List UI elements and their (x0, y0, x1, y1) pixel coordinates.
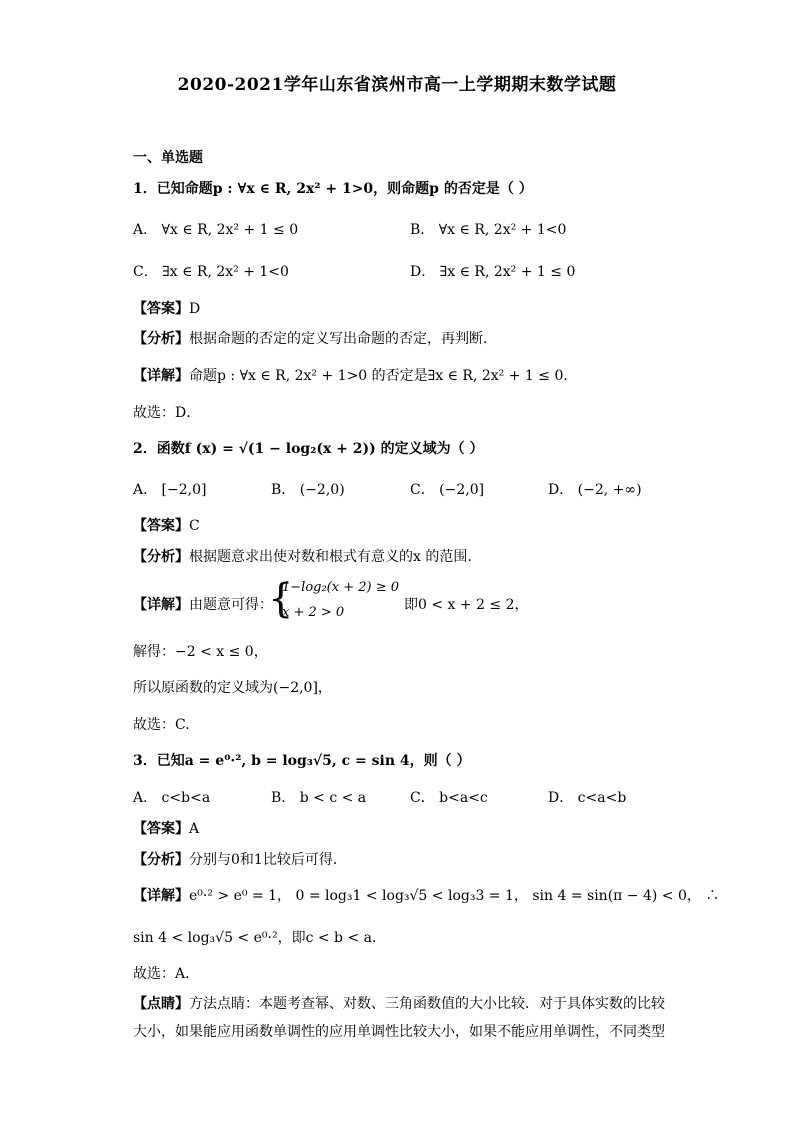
q3-detail-line-1 (133, 885, 719, 905)
q1-analysis (133, 328, 497, 348)
q1-stem: 1．已知命题p : ∀x ∈ R, 2x² + 1>0，则命题p 的否定是（ ） (133, 181, 533, 197)
analysis-text: 根据题意求出使对数和根式有意义的x 的范围. (189, 549, 472, 565)
detail-tag: 【详解】 (133, 888, 189, 904)
q3-option-a: A． c<b<a (133, 790, 211, 806)
q1-option-b: B． ∀x ∈ R, 2x² + 1<0 (410, 222, 567, 238)
analysis-tag: 【分析】 (133, 331, 189, 347)
detail-tag: 【详解】 (133, 597, 189, 613)
q2-answer (133, 515, 200, 535)
q3-note (133, 990, 673, 1046)
note-tag: 【点睛】 (133, 996, 189, 1012)
q2-option-c: C． (−2,0] (410, 482, 485, 498)
analysis-tag: 【分析】 (133, 549, 189, 565)
answer-tag: 【答案】 (133, 301, 189, 317)
q2-stem: 2．函数f (x) = √(1 − log₂(x + 2)) 的定义域为（ ） (133, 441, 484, 457)
q2-option-a: A． [−2,0] (133, 482, 207, 498)
q2-option-d: D． (−2, +∞) (548, 482, 642, 498)
analysis-tag: 【分析】 (133, 852, 189, 868)
section-heading: 一、单选题 (133, 150, 203, 166)
detail-text: e⁰·² > e⁰ = 1， 0 = log₃1 < log₃√5 < log₃3 = 1， sin 4 = sin(π − 4) < 0， ∴ (189, 888, 720, 904)
system-brace: { (268, 576, 294, 622)
q2-analysis (133, 546, 472, 566)
answer-value: D (189, 301, 201, 317)
note-text-1: 方法点睛：本题考查幂、对数、三角函数值的大小比较．对于具体实数的比较 (189, 996, 665, 1012)
q3-analysis (133, 849, 347, 869)
q2-detail-result: 即0 < x + 2 ≤ 2， (404, 597, 529, 613)
q3-option-d: D． c<a<b (548, 790, 627, 806)
page-title: 2020-2021学年山东省滨州市高一上学期期末数学试题 (177, 75, 617, 95)
answer-tag: 【答案】 (133, 518, 189, 534)
q1-answer (133, 298, 200, 318)
q2-solve: 解得：−2 < x ≤ 0， (133, 644, 268, 660)
answer-value: A (189, 821, 200, 837)
q1-option-a: A． ∀x ∈ R, 2x² + 1 ≤ 0 (133, 222, 299, 238)
system-row-2: x + 2 > 0 (282, 605, 345, 620)
q1-option-d: D． ∃x ∈ R, 2x² + 1 ≤ 0 (410, 264, 576, 280)
detail-text: 命题p : ∀x ∈ R, 2x² + 1>0 的否定是∃x ∈ R, 2x² + 1 ≤ 0． (189, 368, 578, 384)
q2-option-b: B． (−2,0) (271, 482, 345, 498)
q1-choose: 故选：D． (133, 405, 201, 421)
analysis-text: 分别与0和1比较后可得． (189, 852, 347, 868)
detail-tag: 【详解】 (133, 368, 189, 384)
q2-domain: 所以原函数的定义域为(−2,0]， (133, 680, 332, 696)
q1-option-c: C． ∃x ∈ R, 2x² + 1<0 (133, 264, 289, 280)
q3-stem: 3．已知a = e⁰·², b = log₃√5, c = sin 4，则（ ） (133, 753, 471, 769)
q3-option-c: C． b<a<c (410, 790, 488, 806)
q3-option-b: B． b < c < a (271, 790, 367, 806)
q3-answer (133, 818, 199, 838)
answer-value: C (189, 518, 200, 534)
system-row-1: 1−log₂(x + 2) ≥ 0 (282, 580, 400, 595)
note-line-1 (133, 990, 673, 1018)
q2-detail-lead (133, 594, 273, 614)
analysis-text: 根据命题的否定的定义写出命题的否定，再判断． (189, 331, 497, 347)
q2-choose: 故选：C. (133, 717, 190, 733)
q3-detail-line-2: sin 4 < log₃√5 < e⁰·²，即c < b < a． (133, 930, 386, 946)
q3-choose: 故选：A． (133, 966, 200, 982)
detail-text: 由题意可得： (189, 597, 273, 613)
answer-tag: 【答案】 (133, 821, 189, 837)
note-line-2: 大小，如果能应用函数单调性的应用单调性比较大小，如果不能应用单调性，不同类型 (133, 1024, 665, 1040)
q1-detail (133, 365, 577, 385)
